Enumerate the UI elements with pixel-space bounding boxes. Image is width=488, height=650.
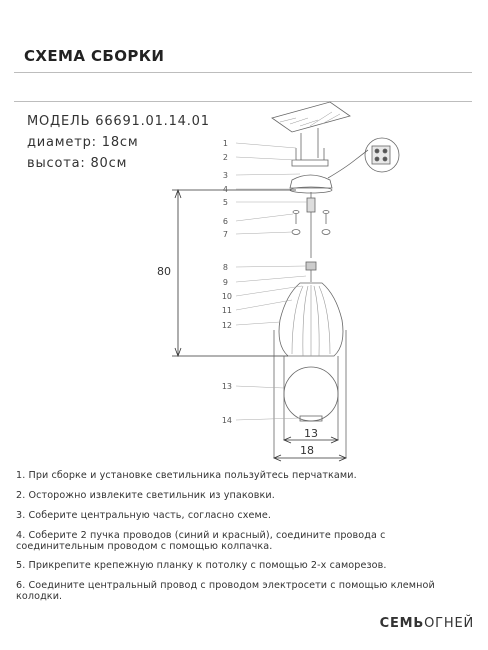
ceiling-plate	[272, 102, 350, 132]
part-number: 11	[221, 306, 232, 315]
bulb	[284, 367, 338, 421]
brand-logo	[380, 616, 474, 631]
instruction-step: 3. Соберите центральную часть, согласно схеме.	[16, 510, 272, 521]
part-number: 8	[222, 263, 228, 272]
brand-logo-rest: ОГНЕЙ	[424, 616, 474, 631]
model-label: МОДЕЛЬ 66691.01.14.01	[27, 114, 210, 129]
instruction-step: 4. Соберите 2 пучка проводов (синий и красный), соедините провода с соединительным проводом с помощью колпачка.	[16, 530, 386, 552]
part-number: 13	[221, 382, 232, 391]
instructions-list	[16, 470, 476, 611]
instruction-step: 6. Соедините центральный провод с проводом электросети с помощью клемной колодки.	[16, 580, 435, 602]
inner-width-label: 13	[304, 427, 318, 440]
part-number: 4	[222, 185, 228, 194]
mount-bar	[292, 160, 328, 166]
instruction-step: 5. Прикрепите крепежную планку к потолку с помощью 2-х саморезов.	[16, 560, 387, 571]
part-number: 1	[222, 139, 228, 148]
part-number: 7	[222, 230, 228, 239]
instruction-step: 1. При сборке и установке светильника пользуйтесь перчатками.	[16, 470, 357, 481]
part-number: 6	[222, 217, 228, 226]
part-number: 12	[221, 321, 232, 330]
part-number: 2	[222, 153, 228, 162]
part-number: 9	[222, 278, 228, 287]
canopy	[290, 175, 332, 188]
outer-width-label: 18	[300, 444, 314, 457]
part-number: 3	[222, 171, 228, 180]
diameter-label: диаметр: 18см	[27, 135, 139, 150]
brand-logo-bold: СЕМЬ	[379, 616, 425, 631]
part-number: 5	[222, 198, 228, 207]
page-title: СХЕМА СБОРКИ	[24, 47, 165, 65]
part-number: 10	[221, 292, 232, 301]
height-label: высота: 80см	[27, 156, 128, 171]
height-dimension-label: 80	[157, 265, 171, 278]
part-number: 14	[221, 416, 232, 425]
instruction-step: 2. Осторожно извлеките светильник из упаковки.	[16, 490, 275, 501]
